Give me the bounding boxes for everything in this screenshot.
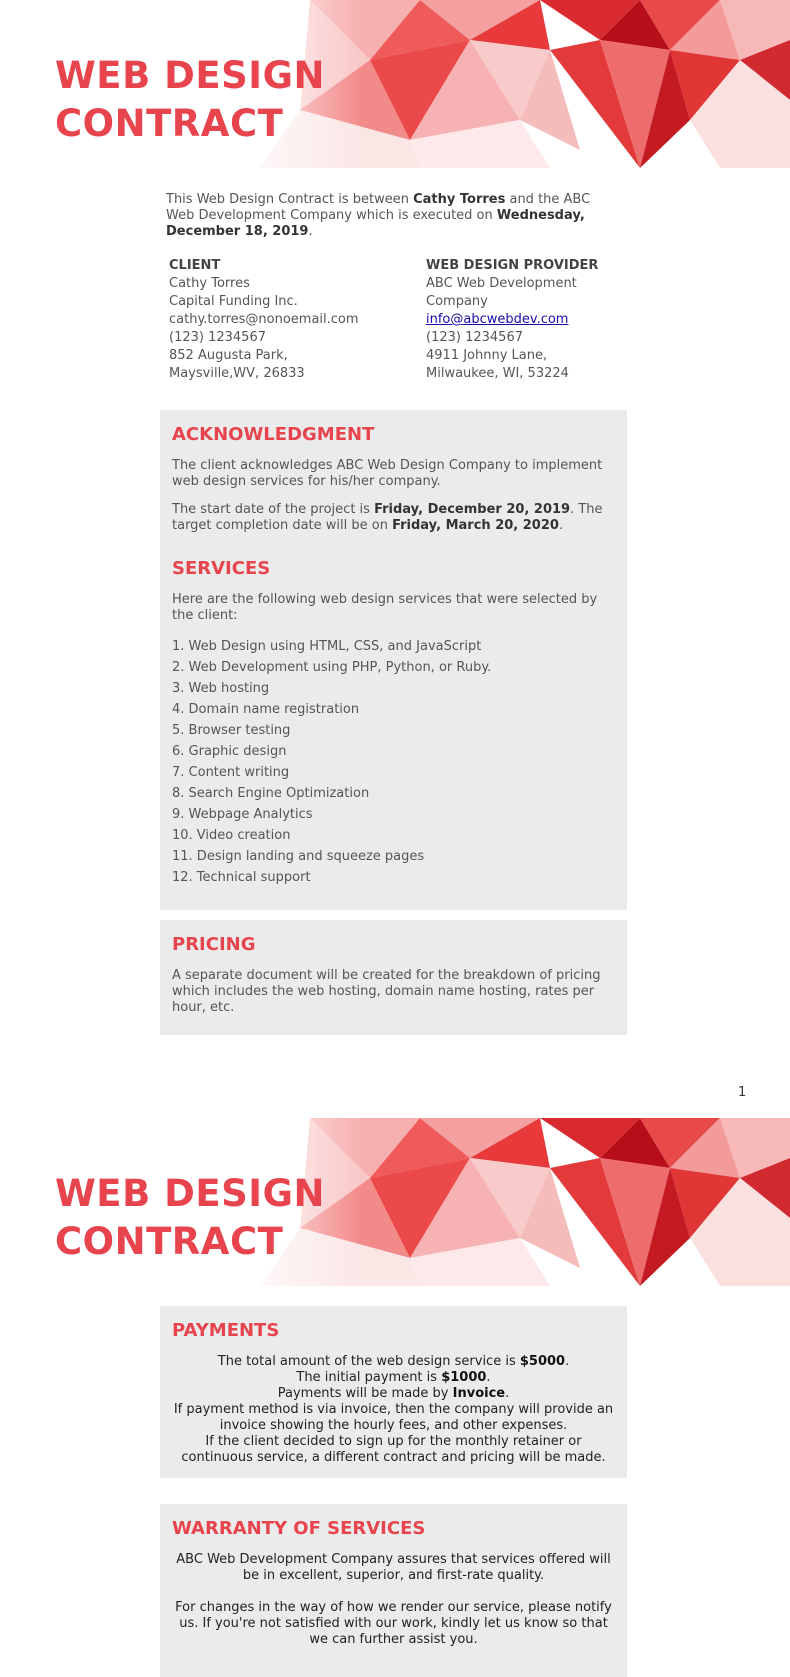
services-list — [172, 636, 615, 888]
client-company: Capital Funding Inc. — [169, 294, 298, 309]
service-item: 3. Web hosting — [172, 681, 270, 696]
services-heading: SERVICES — [172, 558, 271, 579]
service-item: 6. Graphic design — [172, 744, 287, 759]
document-title: WEB DESIGN CONTRACT — [55, 1172, 325, 1263]
client-email: cathy.torres@nonoemail.com — [169, 312, 359, 327]
provider-name-line-1: ABC Web Development — [426, 276, 577, 291]
service-item: 11. Design landing and squeeze pages — [172, 849, 425, 864]
provider-email-link[interactable]: info@abcwebdev.com — [426, 312, 569, 327]
payments-text: The total amount of the web design service is $5000. The initial payment is $1000. Payments will be made by Invoice. If payment method is via invoice, then the company will provide an invoice showing the hourly fees, and other expenses. If the client decided to sign up for the monthly retainer or continuous service, a different contract and pricing will be made. — [173, 1354, 614, 1465]
service-item: 7. Content writing — [172, 765, 290, 780]
client-heading: CLIENT — [169, 258, 221, 273]
client-name: Cathy Torres — [413, 192, 506, 207]
execution-date: Wednesday, December 18, 2019 — [166, 208, 585, 239]
warranty-text-2: For changes in the way of how we render our service, please notify us. If you're not satisfied with our work, kindly let us know so that we can further assist you. — [175, 1600, 612, 1647]
services-intro: Here are the following web design services that were selected by the client: — [172, 592, 598, 623]
initial-payment: $1000 — [441, 1370, 487, 1385]
page-2 — [0, 1118, 790, 1677]
client-address-2: Maysville,WV, 26833 — [169, 366, 305, 381]
provider-info — [426, 257, 626, 383]
acknowledgment-heading: ACKNOWLEDGMENT — [172, 424, 375, 445]
payments-heading: PAYMENTS — [172, 1320, 280, 1341]
project-dates-text: The start date of the project is Friday, December 20, 2019. The target completion date will be on Friday, March 20, 2020. — [172, 502, 603, 533]
acknowledgment-text: The client acknowledges ABC Web Design Company to implement web design services for his/her company. — [172, 458, 603, 489]
pricing-box — [160, 920, 627, 1035]
acknowledgment-services-box — [160, 410, 627, 910]
provider-phone: (123) 1234567 — [426, 330, 523, 345]
pricing-text: A separate document will be created for the breakdown of pricing which includes the web hosting, domain name hosting, rates per hour, etc. — [172, 968, 601, 1015]
client-name-line: Cathy Torres — [169, 276, 250, 291]
client-address-1: 852 Augusta Park, — [169, 348, 288, 363]
provider-name-line-2: Company — [426, 294, 488, 309]
service-item: 2. Web Development using PHP, Python, or Ruby. — [172, 660, 492, 675]
provider-address-1: 4911 Johnny Lane, — [426, 348, 548, 363]
service-item: 4. Domain name registration — [172, 702, 360, 717]
payments-box — [160, 1306, 627, 1478]
client-info — [169, 257, 409, 383]
warranty-heading: WARRANTY OF SERVICES — [172, 1518, 426, 1539]
provider-heading: WEB DESIGN PROVIDER — [426, 258, 599, 273]
warranty-text-1: ABC Web Development Company assures that services offered will be in excellent, superior, and first-rate quality. — [176, 1552, 611, 1583]
service-item: 8. Search Engine Optimization — [172, 786, 370, 801]
document-title: WEB DESIGN CONTRACT — [55, 54, 325, 145]
start-date: Friday, December 20, 2019 — [374, 502, 571, 517]
provider-address-2: Milwaukee, WI, 53224 — [426, 366, 569, 381]
warranty-box — [160, 1504, 627, 1677]
payment-method: Invoice — [452, 1386, 506, 1401]
service-item: 9. Webpage Analytics — [172, 807, 313, 822]
client-phone: (123) 1234567 — [169, 330, 266, 345]
pricing-heading: PRICING — [172, 934, 256, 955]
service-item: 5. Browser testing — [172, 723, 291, 738]
page-number: 1 — [738, 1085, 747, 1100]
service-item: 10. Video creation — [172, 828, 291, 843]
intro-paragraph: This Web Design Contract is between Cathy Torres and the ABC Web Development Company which is executed on Wednesday, December 18, 2019. — [166, 192, 591, 239]
total-amount: $5000 — [519, 1354, 566, 1369]
service-item: 1. Web Design using HTML, CSS, and JavaScript — [172, 639, 482, 654]
service-item: 12. Technical support — [172, 870, 311, 885]
end-date: Friday, March 20, 2020 — [392, 518, 559, 533]
